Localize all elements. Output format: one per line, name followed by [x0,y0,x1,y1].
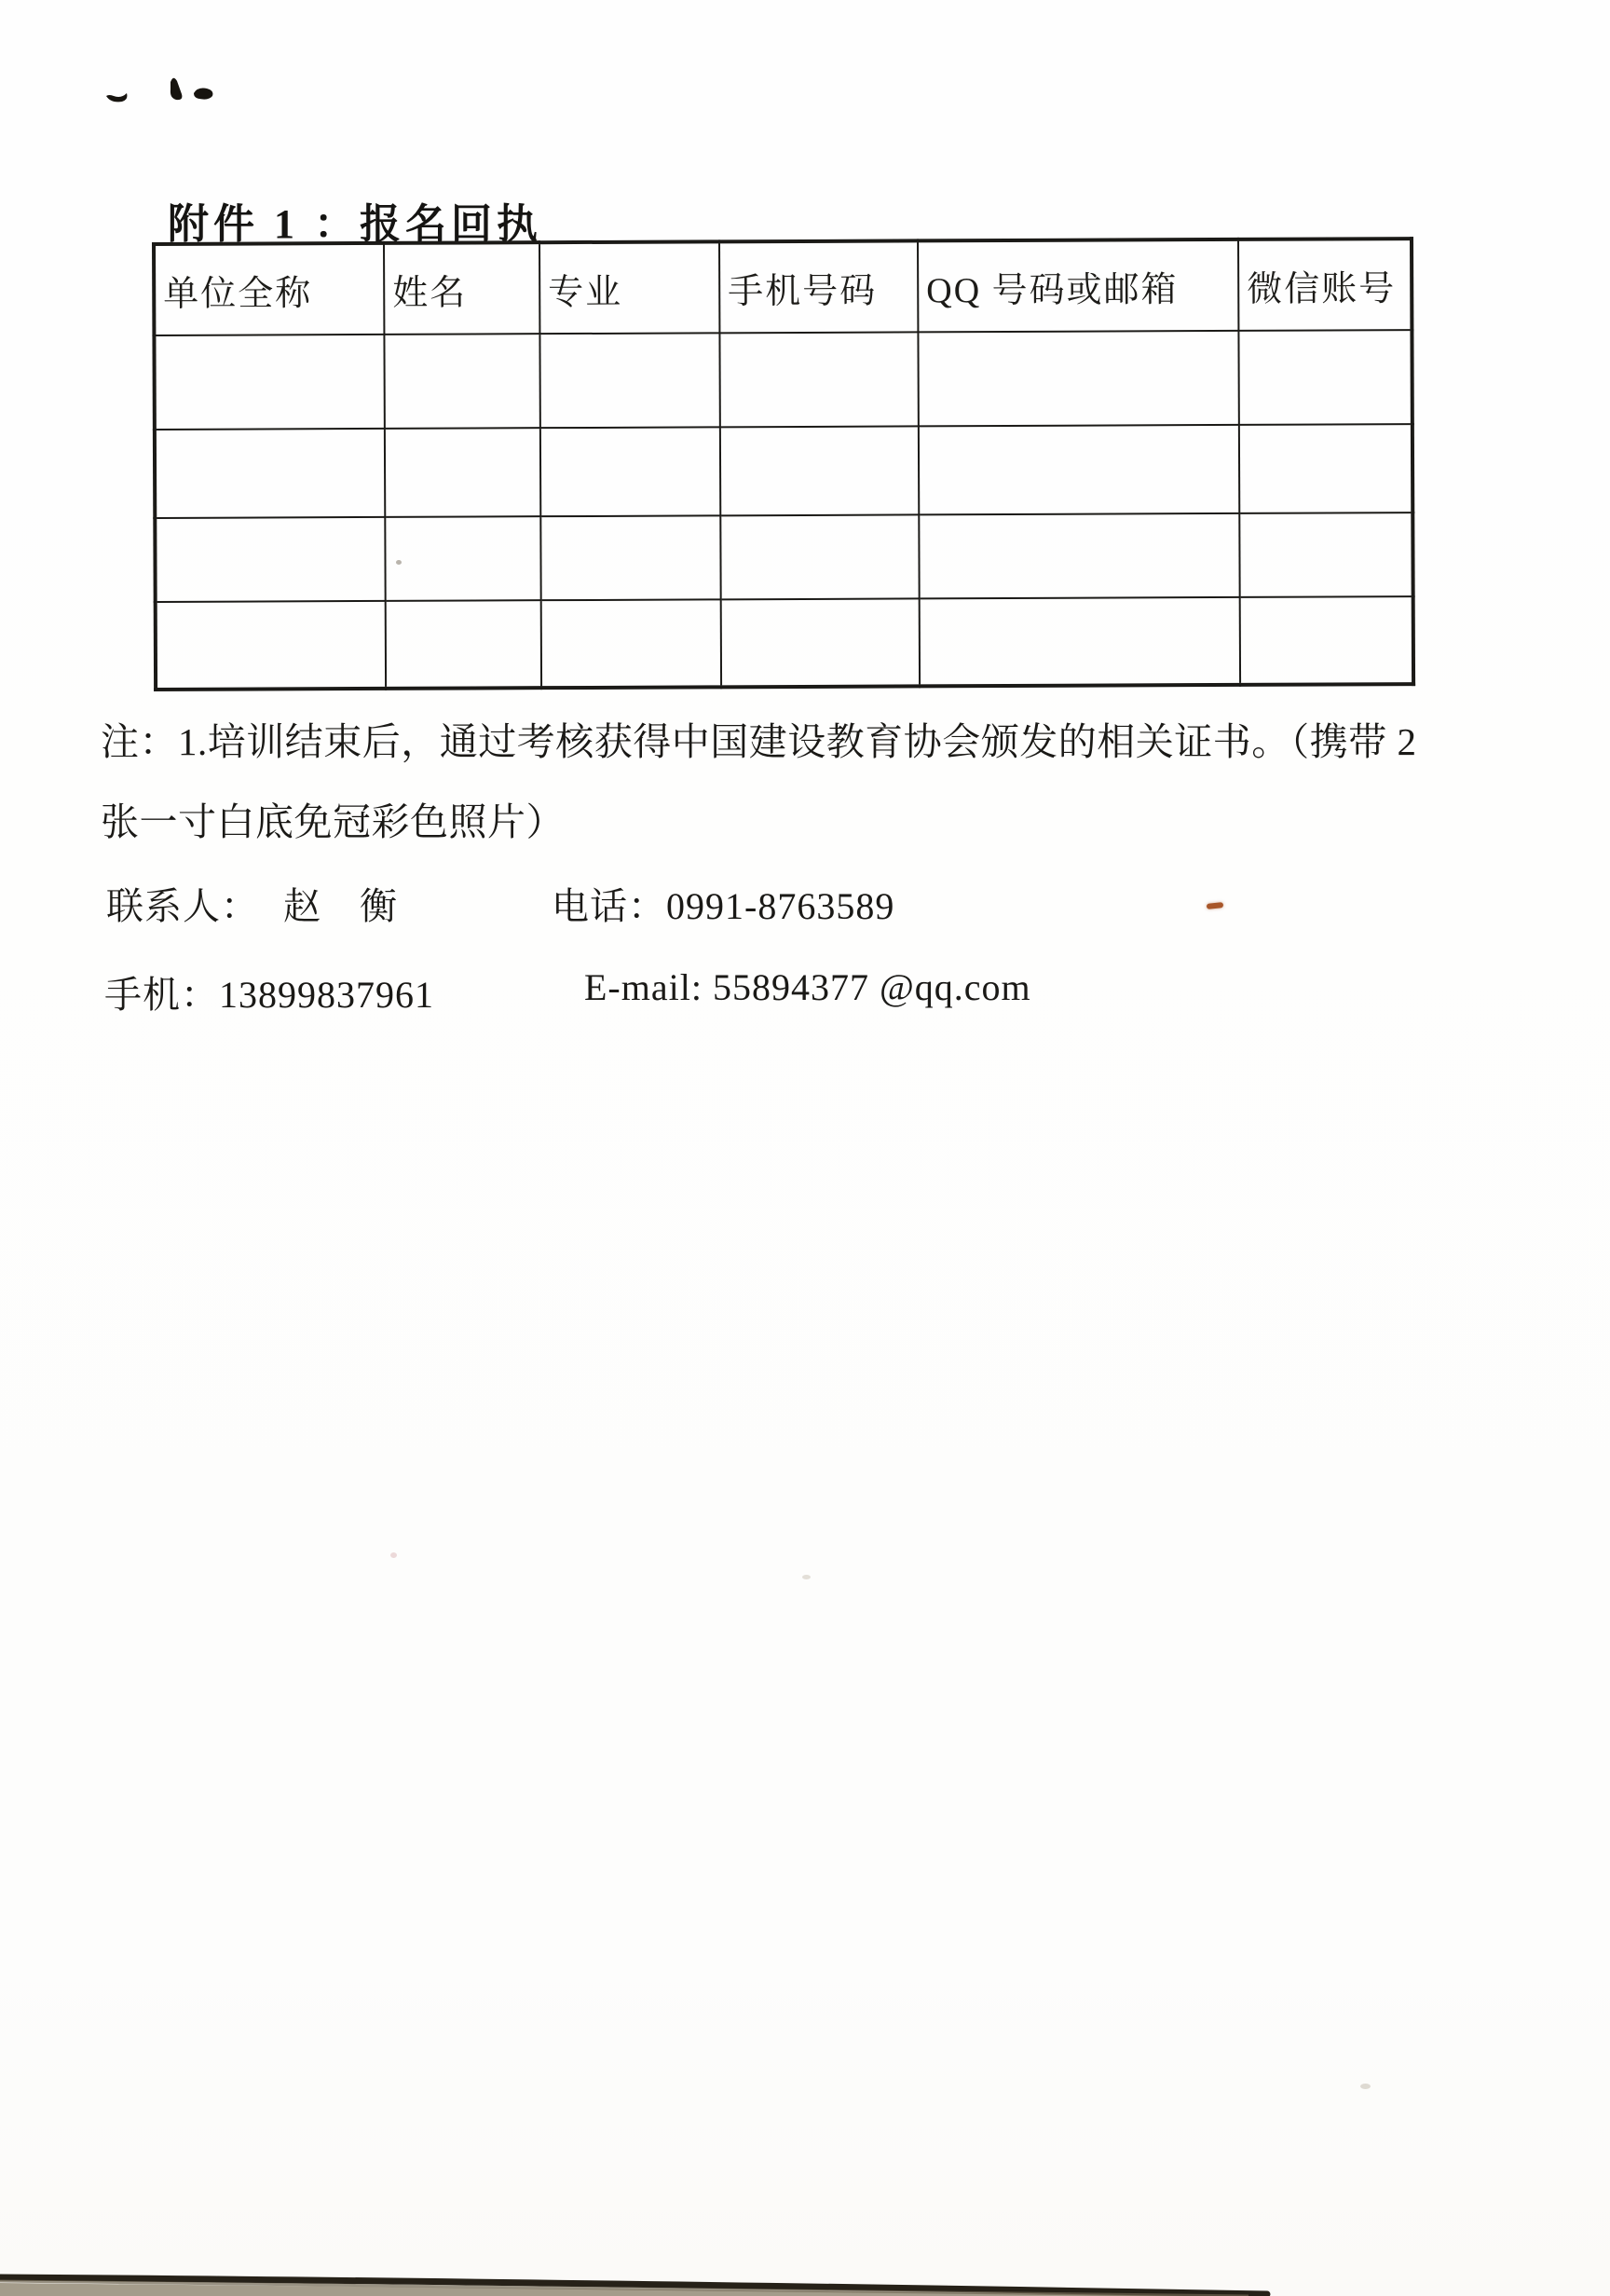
ink-stain-marks [93,73,233,116]
paper-speck [390,1552,397,1558]
table-header-cell: 单位全称 [154,243,384,335]
note-line-2: 张一寸白底免冠彩色照片） [101,800,565,843]
mobile-number: 13899837961 [219,974,434,1016]
table-cell [384,334,539,429]
table-cell [920,597,1240,687]
table-header-cell: 专业 [539,241,719,334]
note-line-1: 注：1.培训结束后，通过考核获得中国建设教育协会颁发的相关证书。（携带 2 [101,720,1417,763]
table-body [154,330,1413,690]
mobile-label: 手机： [104,974,219,1016]
table-cell [1239,424,1412,513]
table-cell [720,426,919,515]
table-cell [540,515,720,600]
contact-line-2 [0,965,1610,1016]
table-cell [720,514,919,599]
table-header-cell: 姓名 [384,242,539,335]
paper-speck [396,560,402,565]
table-cell [156,601,386,690]
email-value: 55894377 @qq.com [712,966,1031,1008]
table-cell [719,332,918,427]
table-row [155,424,1412,518]
table-cell [721,598,920,687]
table-cell [155,429,385,518]
signup-table-wrap [152,237,1413,691]
contact-line-1 [0,877,1610,927]
signup-table [152,237,1415,691]
email-group [584,965,1031,1009]
phone-group [552,877,894,930]
table-cell [155,517,385,602]
table-header-row [154,239,1412,335]
phone-number: 0991-8763589 [666,885,895,927]
scanner-edge-shadow [0,2262,1610,2296]
table-cell [540,427,720,516]
contact-person-group [106,877,398,930]
table-cell [154,335,384,430]
phone-label: 电话： [552,885,666,927]
table-cell [539,333,719,428]
paper-speck [1360,2084,1371,2089]
attachment-title: 附件 1 ：报名回执 [168,201,542,247]
table-row [156,596,1413,690]
table-cell [1238,330,1412,425]
table-cell [1240,596,1413,685]
table-cell [385,516,540,601]
contact-person-label: 联系人： [106,885,259,927]
table-header-cell: QQ 号码或邮箱 [918,239,1238,333]
table-header-cell: 微信账号 [1238,239,1412,331]
table-row [155,512,1412,602]
table-cell [918,331,1238,427]
email-label: E-mail: [584,966,703,1008]
table-cell [919,513,1239,599]
table-cell [1239,512,1412,597]
table-cell [385,428,540,517]
contact-person-name: 赵 衡 [283,885,398,927]
paper-speck [802,1575,811,1579]
table-cell [919,425,1239,515]
table-cell [386,600,541,689]
table-cell [541,599,721,688]
table-header-cell: 手机号码 [719,240,918,333]
mobile-group [104,965,434,1018]
table-row [154,330,1412,430]
